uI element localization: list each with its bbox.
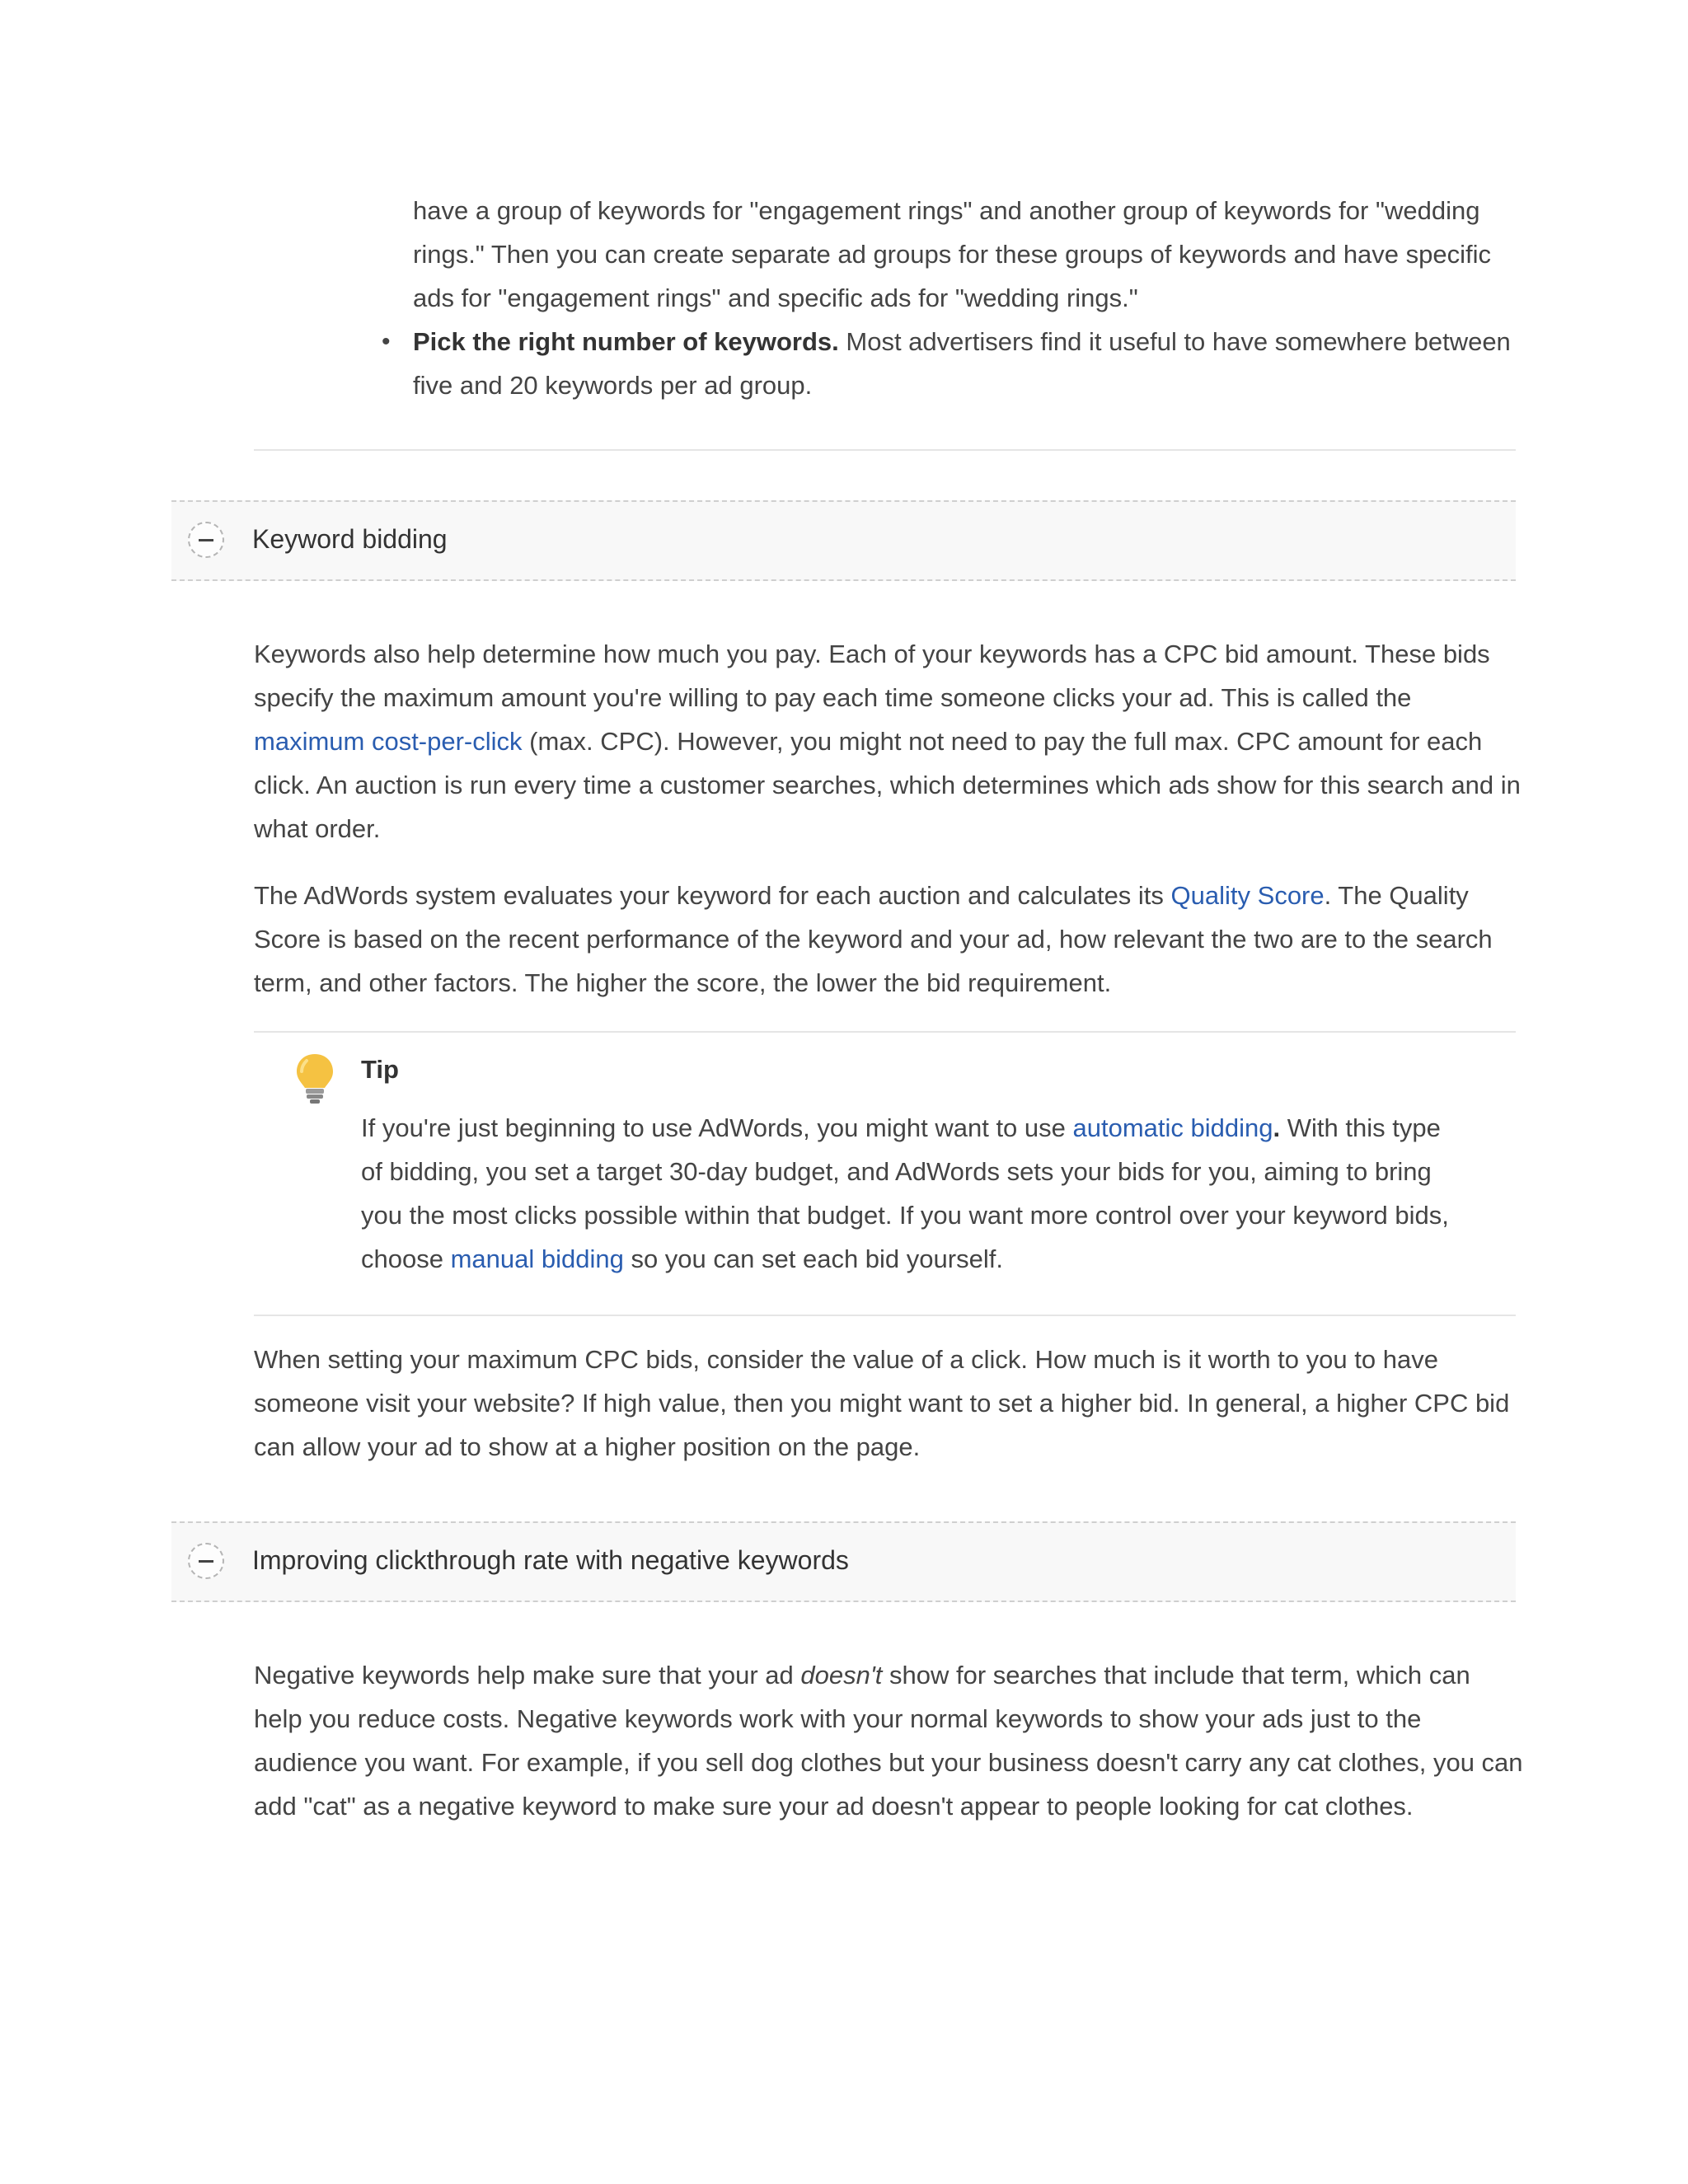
- section-title: Keyword bidding: [252, 524, 448, 554]
- section1-paragraph-2: [254, 874, 1523, 1005]
- text: .: [1273, 1113, 1281, 1142]
- lightbulb-icon: [288, 1051, 341, 1122]
- list-item: [382, 320, 1517, 407]
- divider: [254, 1315, 1516, 1316]
- divider: [254, 1031, 1516, 1033]
- emphasis-text: doesn't: [800, 1661, 883, 1690]
- link-automatic-bidding[interactable]: automatic bidding: [1072, 1113, 1273, 1142]
- intro-continuation-text: have a group of keywords for "engagement rings" and another group of keywords for "wedding rings." Then you can create separate ad groups for these groups of keywords and have specific ads for "engagement rings" and specific ads for "wedding rings.": [413, 196, 1492, 312]
- bullet-text: Most advertisers find it useful to have somewhere between five and 20 keywords per ad group.: [413, 327, 1511, 400]
- section-title: Improving clickthrough rate with negative keywords: [252, 1545, 849, 1575]
- bullet-dot: •: [382, 328, 391, 355]
- text: Negative keywords help make sure that your ad: [254, 1661, 801, 1690]
- collapse-minus-icon[interactable]: [188, 522, 224, 558]
- text: . The Quality Score is based on the recent performance of the keyword and your ad, how relevant the two are to the search term, and other factors. The higher the score, the lower the bid requirement.: [254, 881, 1493, 997]
- link-quality-score[interactable]: Quality Score: [1170, 881, 1325, 910]
- text: The AdWords system evaluates your keyword for each auction and calculates its: [254, 881, 1171, 910]
- text: When setting your maximum CPC bids, consider the value of a click. How much is it worth to you to have someone visit your website? If high value, then you might want to set a higher bid. In general, a higher CPC bid can allow your ad to show at a higher position on the page.: [254, 1345, 1510, 1461]
- tip-title: Tip: [361, 1055, 399, 1084]
- bullet-paragraph: [413, 320, 1517, 407]
- section-header-negative-keywords[interactable]: [171, 1521, 1516, 1602]
- link-manual-bidding[interactable]: manual bidding: [450, 1244, 624, 1273]
- bullet-bold-text: Pick the right number of keywords.: [413, 327, 839, 356]
- section-header-keyword-bidding[interactable]: [171, 500, 1516, 581]
- divider: [254, 449, 1516, 451]
- section1-paragraph-1: [254, 632, 1523, 851]
- text: With this type of bidding, you set a target 30-day budget, and AdWords sets your bids for you, aiming to bring you the most clicks possible within that budget. If you want more control over your keyword bids, choose: [361, 1113, 1449, 1273]
- collapse-minus-icon[interactable]: [188, 1543, 224, 1579]
- text: Keywords also help determine how much you pay. Each of your keywords has a CPC bid amount. These bids specify the maximum amount you're willing to pay each time someone clicks your ad. This is called the: [254, 640, 1490, 712]
- text: so you can set each bid yourself.: [623, 1244, 1003, 1273]
- tip-text: [361, 1106, 1465, 1281]
- link-maximum-cost-per-click[interactable]: maximum cost-per-click: [254, 727, 523, 756]
- text: show for searches that include that term, which can help you reduce costs. Negative keywords work with your normal keywords to show your ads just to the audience you want. For example, if you sell dog clothes but your business doesn't carry any cat clothes, you can add "cat" as a negative keyword to make sure your ad doesn't appear to people looking for cat clothes.: [254, 1661, 1523, 1821]
- text: (max. CPC). However, you might not need to pay the full max. CPC amount for each click. An auction is run every time a customer searches, which determines which ads show for this search and in what order.: [254, 727, 1521, 843]
- section2-paragraph-1: [254, 1653, 1523, 1828]
- text: If you're just beginning to use AdWords, you might want to use: [361, 1113, 1073, 1142]
- section1-paragraph-3: [254, 1338, 1523, 1469]
